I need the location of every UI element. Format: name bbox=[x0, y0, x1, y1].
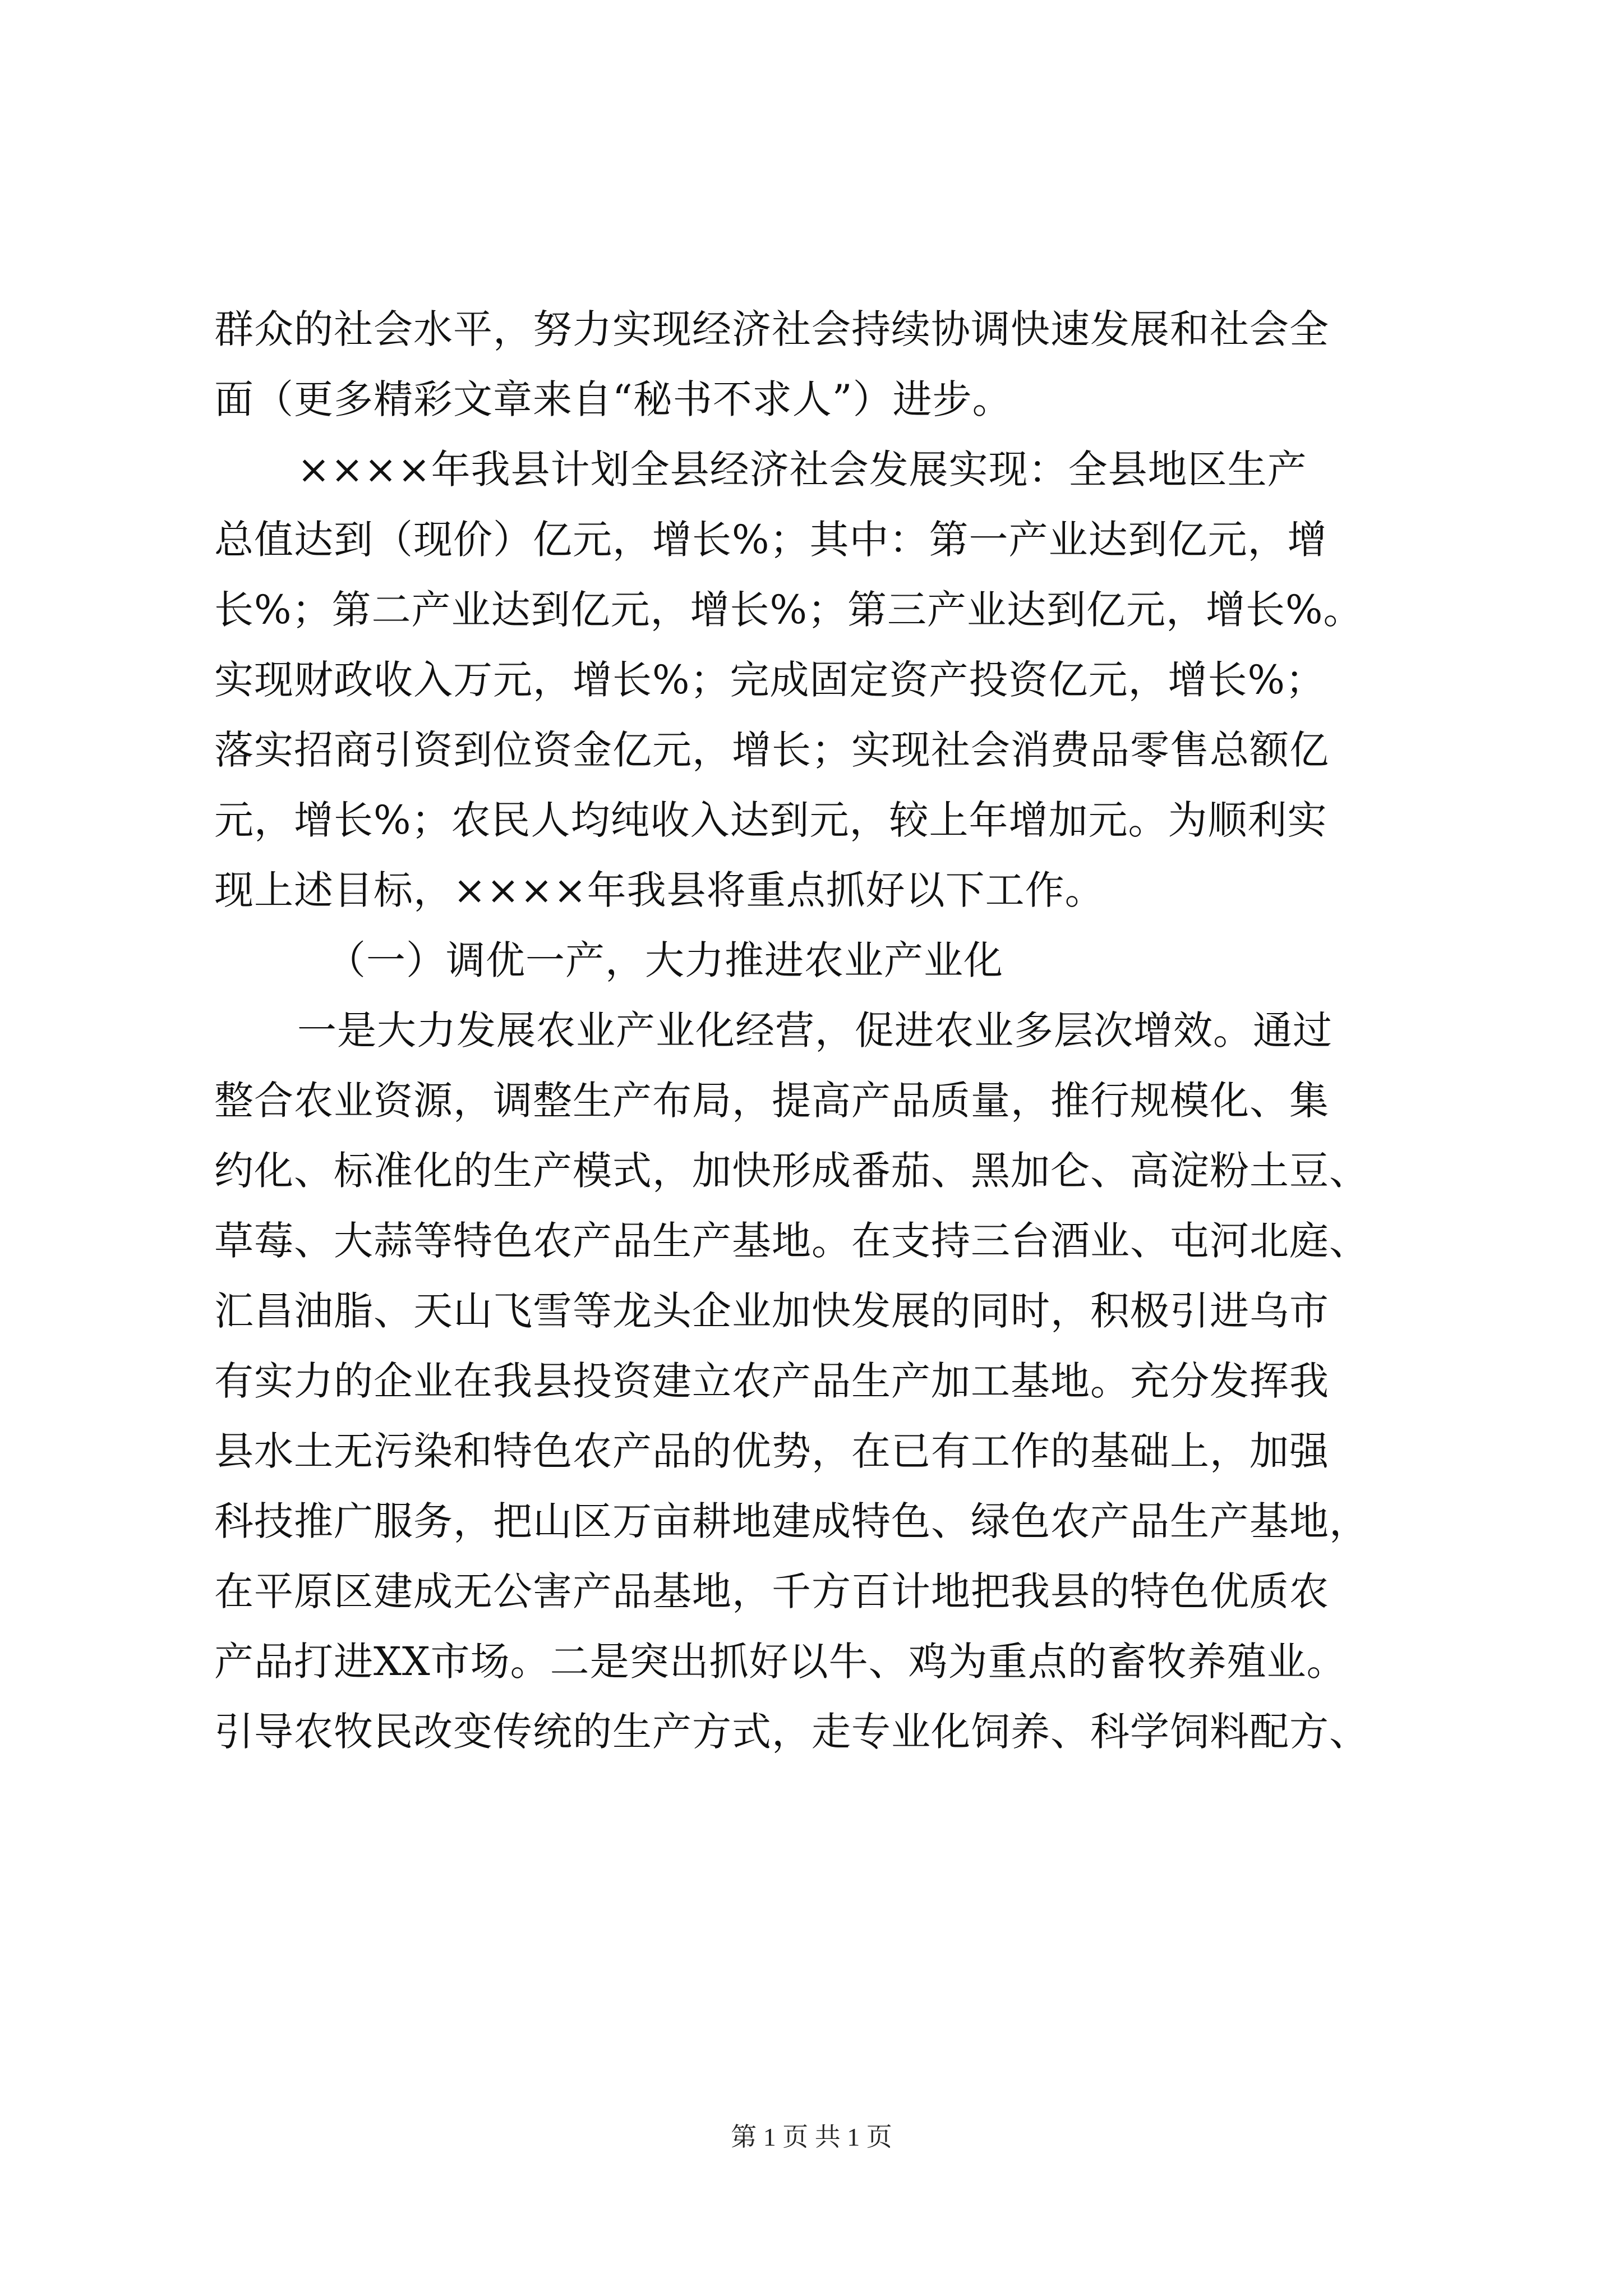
paragraph-line: 汇昌油脂、天山飞雪等龙头企业加快发展的同时，积极引进乌市 bbox=[214, 1288, 1329, 1334]
section-heading: （一）调优一产，大力推进农业产业化 bbox=[326, 937, 1003, 983]
paragraph-line: 在平原区建成无公害产品基地，千方百计地把我县的特色优质农 bbox=[214, 1568, 1329, 1614]
paragraph-line: 总值达到（现价）亿元，增长%；其中：第一产业达到亿元，增 bbox=[214, 517, 1327, 563]
paragraph-line: 现上述目标，××××年我县将重点抓好以下工作。 bbox=[214, 867, 1105, 913]
paragraph-line: 草莓、大蒜等特色农产品生产基地。在支持三台酒业、屯河北庭、 bbox=[214, 1218, 1369, 1264]
paragraph-line: 落实招商引资到位资金亿元，增长；实现社会消费品零售总额亿 bbox=[214, 727, 1329, 773]
paragraph-line: 产品打进XX市场。二是突出抓好以牛、鸡为重点的畜牧养殖业。 bbox=[214, 1639, 1347, 1685]
paragraph-line: 实现财政收入万元，增长%；完成固定资产投资亿元，增长%； bbox=[214, 657, 1326, 703]
paragraph-line: 科技推广服务，把山区万亩耕地建成特色、绿色农产品生产基地， bbox=[214, 1498, 1369, 1544]
paragraph-line: 一是大力发展农业产业化经营，促进农业多层次增效。通过 bbox=[297, 1007, 1332, 1053]
paragraph-line: 约化、标准化的生产模式，加快形成番茄、黑加仑、高淀粉土豆、 bbox=[214, 1148, 1369, 1194]
paragraph-line: 元，增长%；农民人均纯收入达到元，较上年增加元。为顺利实 bbox=[214, 797, 1327, 843]
paragraph-line: 县水土无污染和特色农产品的优势，在已有工作的基础上，加强 bbox=[214, 1428, 1329, 1474]
paragraph-line: 整合农业资源，调整生产布局，提高产品质量，推行规模化、集 bbox=[214, 1078, 1329, 1124]
document-body bbox=[214, 295, 1459, 1767]
paragraph-line: 引导农牧民改变传统的生产方式，走专业化饲养、科学饲料配方、 bbox=[214, 1709, 1369, 1755]
paragraph-line: 有实力的企业在我县投资建立农产品生产加工基地。充分发挥我 bbox=[214, 1358, 1329, 1404]
paragraph-line: 面（更多精彩文章来自“秘书不求人”）进步。 bbox=[214, 376, 1012, 422]
paragraph-line: ××××年我县计划全县经济社会发展实现：全县地区生产 bbox=[297, 447, 1307, 493]
page-number-footer: 第 1 页 共 1 页 bbox=[731, 2123, 892, 2151]
paragraph-line: 群众的社会水平，努力实现经济社会持续协调快速发展和社会全 bbox=[214, 306, 1329, 352]
paragraph-line: 长%；第二产业达到亿元，增长%；第三产业达到亿元，增长%。 bbox=[214, 587, 1363, 633]
